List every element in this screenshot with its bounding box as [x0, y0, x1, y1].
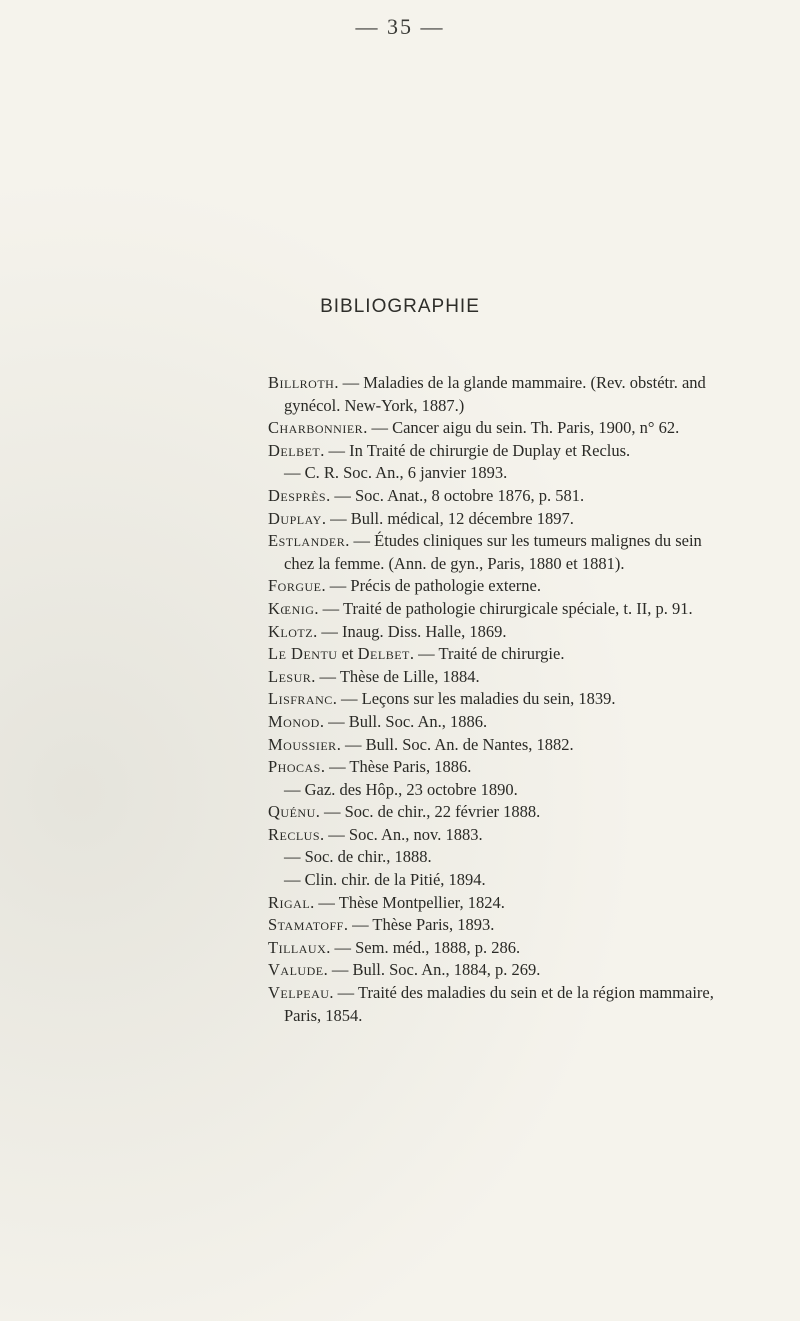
bibliography-entry [268, 530, 788, 553]
bibliography-entry [268, 711, 788, 734]
entry-author: Delbet [268, 440, 321, 460]
entry-text: . — Thèse de Lille, 1884. [311, 666, 480, 686]
entry-author: Le Dentu [268, 644, 338, 664]
entry-text: . — Soc. Anat., 8 octobre 1876, p. 581. [326, 485, 585, 505]
entry-author: Tillaux [268, 937, 327, 957]
entry-text: . — Inaug. Diss. Halle, 1869. [313, 621, 507, 641]
bibliography-entry [268, 734, 788, 757]
bibliography-entry [268, 643, 788, 666]
entry-text: . — Soc. An., nov. 1883. [320, 824, 483, 844]
entry-author: Phocas [268, 757, 321, 777]
bibliography-entry [268, 824, 788, 847]
entry-author: Velpeau [268, 983, 330, 1003]
bibliography-entry [268, 982, 788, 1005]
bibliography-entry [268, 756, 788, 779]
entry-text: . — Thèse Paris, 1886. [320, 757, 472, 777]
entry-text: . — Thèse Paris, 1893. [343, 915, 495, 935]
entry-author: Billroth [268, 373, 335, 392]
bibliography-entry [268, 914, 788, 937]
section-heading: BIBLIOGRAPHIE [320, 296, 480, 317]
entry-text: . — Études cliniques sur les tumeurs malignes du sein [345, 531, 702, 551]
bibliography-entry [268, 959, 788, 982]
bibliography-entry [268, 575, 788, 598]
bibliography-entry [268, 801, 788, 824]
entry-author: Desprès [268, 485, 327, 505]
entry-text: . — Maladies de la glande mammaire. (Rev. obstétr. and [334, 373, 706, 392]
entry-text: . — Sem. méd., 1888, p. 286. [326, 937, 521, 957]
entry-author: Stamatoff [268, 915, 344, 935]
entry-coauthor: Delbet [357, 644, 410, 664]
bibliography-list [268, 372, 788, 1027]
entry-continuation: Paris, 1854. [284, 1005, 363, 1025]
entry-text: . — Cancer aigu du sein. Th. Paris, 1900, n° 62. [363, 418, 680, 438]
entry-text: . — Bull. Soc. An., 1884, p. 269. [323, 960, 541, 980]
entry-text: — C. R. Soc. An., 6 janvier 1893. [284, 463, 508, 483]
entry-author: Charbonnier [268, 418, 364, 438]
entry-text: — Clin. chir. de la Pitié, 1894. [284, 870, 486, 890]
bibliography-entry [268, 485, 788, 508]
entry-text: . — Bull. Soc. An. de Nantes, 1882. [336, 734, 574, 754]
bibliography-entry [268, 417, 788, 440]
entry-author: Monod [268, 711, 320, 731]
entry-author: Valude [268, 960, 324, 980]
entry-author: Moussier [268, 734, 337, 754]
bibliography-entry [268, 937, 788, 960]
entry-continuation: chez la femme. (Ann. de gyn., Paris, 1880 et 1881). [284, 553, 625, 573]
bibliography-entry-ditto [268, 462, 788, 485]
bibliography-entry-continuation [268, 1005, 788, 1028]
entry-text: . — Traité de pathologie chirurgicale spéciale, t. II, p. 91. [314, 598, 693, 618]
bibliography-entry [268, 598, 788, 621]
entry-text: — Gaz. des Hôp., 23 octobre 1890. [284, 779, 518, 799]
entry-author: Kœnig [268, 598, 315, 618]
entry-text: . — Leçons sur les maladies du sein, 1839. [332, 689, 616, 709]
entry-text: . — Bull. médical, 12 décembre 1897. [321, 508, 574, 528]
bibliography-entry [268, 440, 788, 463]
page-number: — 35 — [355, 14, 445, 39]
bibliography-entry [268, 508, 788, 531]
entry-text: . — Soc. de chir., 22 février 1888. [315, 802, 541, 822]
bibliography-entry-ditto [268, 869, 788, 892]
entry-author: Estlander [268, 531, 346, 551]
entry-author: Duplay [268, 508, 322, 528]
entry-author: Forgue [268, 576, 322, 596]
entry-author: Quénu [268, 802, 316, 822]
entry-author: Lesur [268, 666, 312, 686]
entry-author: Lisfranc [268, 689, 333, 709]
entry-text: . — Précis de pathologie externe. [321, 576, 541, 596]
bibliography-entry [268, 892, 788, 915]
entry-text: . — Bull. Soc. An., 1886. [319, 711, 488, 731]
entry-author: Reclus [268, 824, 321, 844]
entry-text: . — Traité de chirurgie. [409, 644, 565, 664]
bibliography-entry-ditto [268, 779, 788, 802]
entry-text: . — Thèse Montpellier, 1824. [310, 892, 505, 912]
entry-text: — Soc. de chir., 1888. [284, 847, 432, 867]
bibliography-entry [268, 666, 788, 689]
entry-continuation: gynécol. New-York, 1887.) [284, 395, 465, 415]
entry-text: et [337, 644, 358, 664]
bibliography-entry [268, 372, 788, 395]
bibliography-entry [268, 688, 788, 711]
bibliography-entry-ditto [268, 846, 788, 869]
bibliography-entry-continuation [268, 553, 788, 576]
entry-author: Klotz [268, 621, 314, 641]
bibliography-entry-continuation [268, 395, 788, 418]
entry-author: Rigal [268, 892, 311, 912]
entry-text: . — Traité des maladies du sein et de la région mammaire, [329, 983, 714, 1003]
bibliography-entry [268, 621, 788, 644]
entry-text: . — In Traité de chirurgie de Duplay et Reclus. [320, 440, 631, 460]
